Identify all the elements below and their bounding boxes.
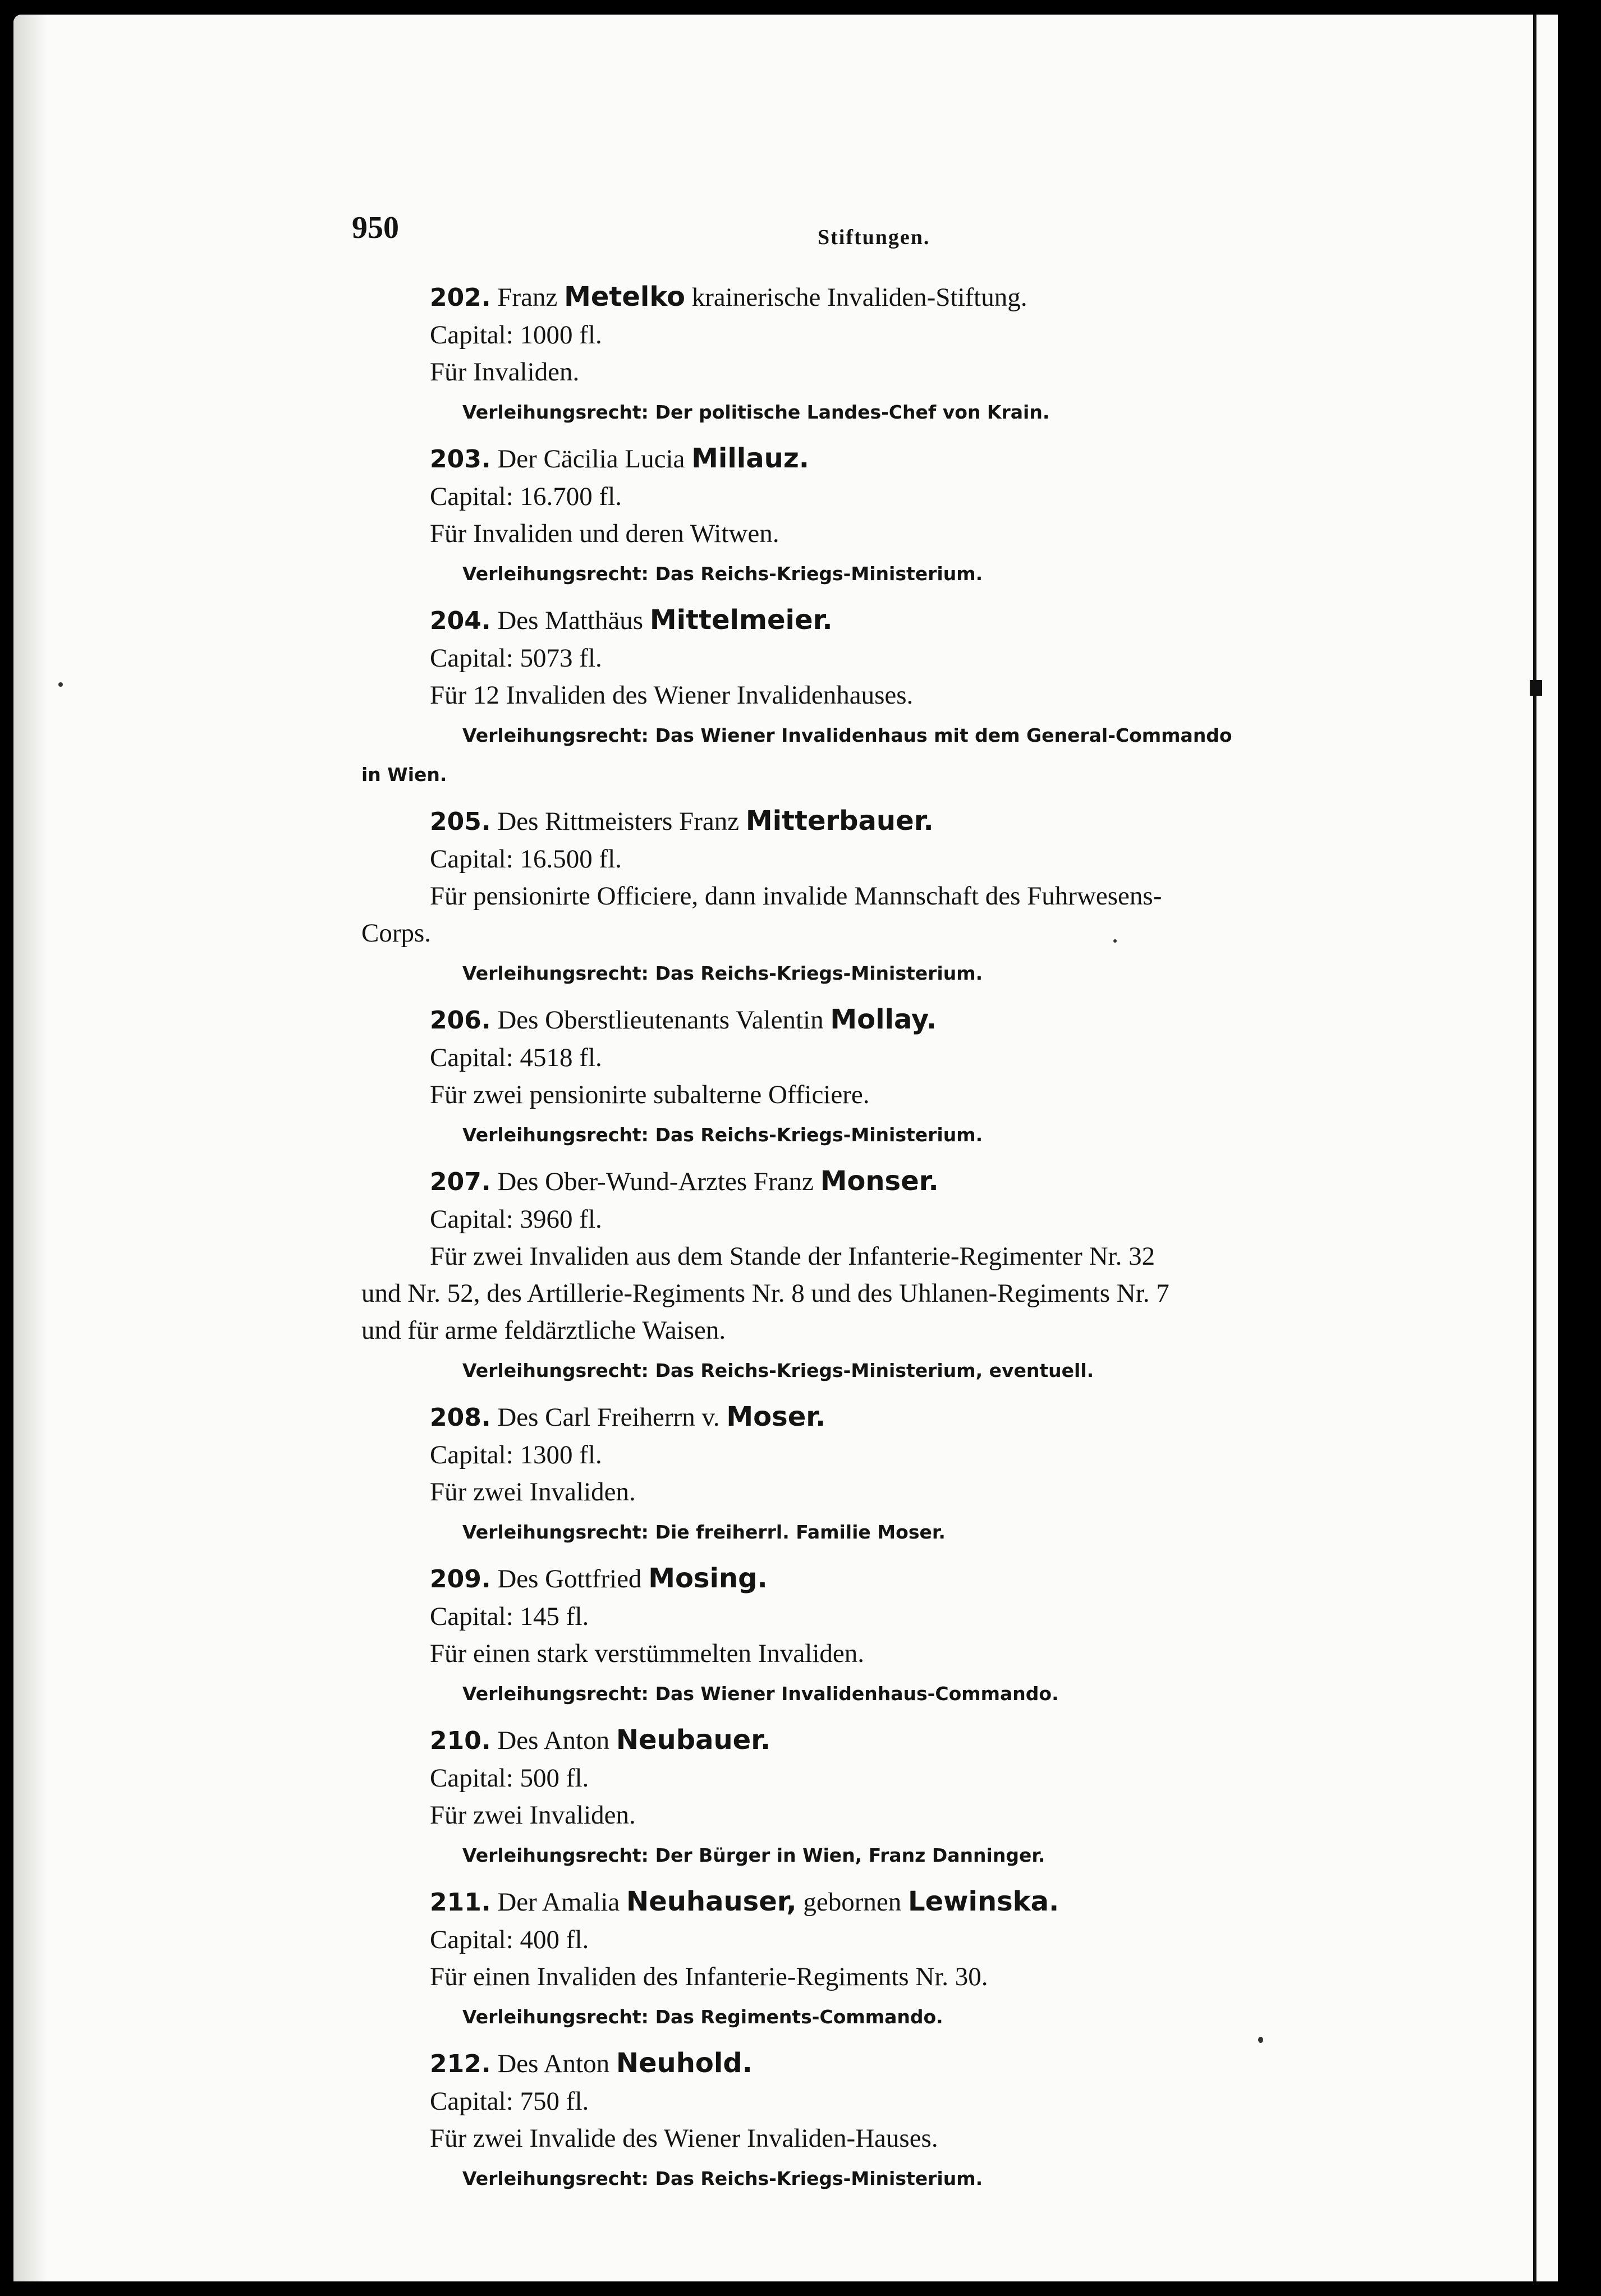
entry-title [361,601,1416,640]
entry-title [361,440,1416,478]
entry-purpose: Für Invaliden und deren Witwen. [430,519,779,548]
entry-number: 205. [430,807,491,836]
right-holder: Der politische Landes-Chef von Krain. [655,401,1050,423]
entry-purpose: Für 12 Invaliden des Wiener Invalidenhauses. [430,681,914,710]
right-label: Verleihungsrecht: [462,724,649,746]
entry-capital: Capital: 16.500 fl. [430,844,622,874]
entry-surname: Mittelmeier. [649,604,833,636]
entry-title [361,2045,1416,2083]
entry-title-text: gebornen [803,1888,902,1917]
entry-surname: Neubauer. [616,1724,771,1756]
entry-right [361,2158,1416,2197]
entry-right [361,1835,1416,1874]
entry [361,440,1416,593]
entry-title [361,1398,1416,1436]
entry-capital: Capital: 1300 fl. [430,1440,602,1470]
entry-right [361,392,1416,431]
entry-right [361,715,1416,754]
entry-capital: Capital: 4518 fl. [430,1043,602,1072]
print-speck [58,682,63,687]
entry-title [361,1163,1416,1201]
entry-number: 209. [430,1565,491,1594]
entry-number: 207. [430,1168,491,1196]
entry-right [361,1350,1416,1389]
entry-capital: Capital: 500 fl. [430,1764,589,1793]
right-holder: Das Reichs-Kriegs-Ministerium. [655,563,983,585]
entry-purpose-continued: Corps. [361,919,432,948]
entry-title-text: Des Matthäus [497,606,644,635]
entry-title [361,1721,1416,1760]
entry-capital: Capital: 400 fl. [430,1925,589,1954]
right-holder: Die freiherrl. Familie Moser. [655,1521,946,1543]
entry-purpose: Für zwei pensionirte subalterne Officiere. [430,1080,870,1109]
entry-purpose: Für zwei Invalide des Wiener Invaliden-Hauses. [430,2124,938,2153]
entry-title-text: Des Gottfried [497,1564,642,1594]
entry-surname: Neuhauser, [626,1886,797,1917]
entry-right [361,553,1416,593]
entry-maiden-name: Lewinska. [908,1886,1059,1917]
entry-title-text: Des Oberstlieutenants Valentin [497,1005,824,1035]
entry-purpose: Für einen stark verstümmelten Invaliden. [430,1639,864,1668]
entry [361,1001,1416,1154]
right-label: Verleihungsrecht: [462,1124,649,1146]
entry-title-text: Des Rittmeisters Franz [497,807,740,836]
entry [361,1398,1416,1551]
right-label: Verleihungsrecht: [462,1844,649,1866]
running-title: Stiftungen. [818,226,930,249]
entry-number: 210. [430,1726,491,1755]
entry-right [361,1673,1416,1712]
entry-surname: Mitterbauer. [745,805,934,837]
entry [361,1883,1416,2036]
entry-surname: Monser. [820,1165,939,1197]
entry-number: 211. [430,1888,491,1917]
entry-number: 208. [430,1403,491,1432]
right-label: Verleihungsrecht: [462,2168,649,2189]
entry [361,1560,1416,1712]
entry [361,601,1416,793]
entry-right [361,1114,1416,1154]
entry [361,278,1416,431]
entry-surname: Mosing. [648,1563,768,1594]
right-label: Verleihungsrecht: [462,563,649,585]
entry-capital: Capital: 145 fl. [430,1602,589,1631]
entry-purpose: Für einen Invaliden des Infanterie-Regiments Nr. 30. [430,1962,988,1991]
entry-surname: Metelko [564,281,685,313]
entry-title-text: Franz [497,283,558,312]
right-holder: Das Wiener Invalidenhaus mit dem General-Commando [655,724,1232,746]
entry-title-text: Des Anton [497,1726,610,1755]
entry-title-text: Der Amalia [497,1888,620,1917]
entry [361,1721,1416,1874]
entry-number: 206. [430,1006,491,1035]
entry-title [361,278,1416,316]
right-label: Verleihungsrecht: [462,2006,649,2028]
entry-number: 203. [430,445,491,474]
entry-right [361,953,1416,992]
entry-purpose-continued: und für arme feldärztliche Waisen. [361,1316,726,1345]
entry-capital: Capital: 3960 fl. [430,1205,602,1234]
entry-right [361,1512,1416,1551]
entry [361,2045,1416,2197]
entry-number: 204. [430,607,491,635]
entry-purpose: Für Invaliden. [430,357,580,387]
right-label: Verleihungsrecht: [462,1683,649,1705]
entry-purpose: Für pensionirte Officiere, dann invalide Mannschaft des Fuhrwesens- [430,881,1162,911]
right-holder: Das Wiener Invalidenhaus-Commando. [655,1683,1059,1705]
entry-title-text: Des Carl Freiherrn v. [497,1403,720,1432]
right-holder: Das Reichs-Kriegs-Ministerium. [655,1124,983,1146]
entry-surname: Moser. [726,1401,826,1432]
entry-title-text: krainerische Invaliden-Stiftung. [691,283,1027,312]
entry-purpose: Für zwei Invaliden. [430,1801,636,1830]
right-holder: Das Reichs-Kriegs-Ministerium. [655,962,983,984]
entry-right-continued [361,754,1416,793]
entry-title-text: Des Anton [497,2049,610,2078]
right-holder: Der Bürger in Wien, Franz Danninger. [655,1844,1045,1866]
right-holder: Das Reichs-Kriegs-Ministerium. [655,2168,983,2189]
entry-title-text: Der Cäcilia Lucia [497,444,685,474]
entry-capital: Capital: 16.700 fl. [430,482,622,511]
entry-right [361,1996,1416,2036]
foundation-list [361,278,1416,2206]
right-label: Verleihungsrecht: [462,962,649,984]
entry-surname: Neuhold. [616,2047,753,2079]
entry [361,802,1416,992]
right-holder: Das Reichs-Kriegs-Ministerium, eventuell. [655,1360,1094,1381]
entry-surname: Millauz. [691,443,809,474]
entry-purpose-continued: und Nr. 52, des Artillerie-Regiments Nr. 8 und des Uhlanen-Regiments Nr. 7 [361,1279,1169,1308]
page-number: 950 [352,210,399,245]
entry-number: 212. [430,2050,491,2078]
entry-purpose: Für zwei Invaliden. [430,1477,636,1507]
page-edge-shadow [13,15,47,2281]
entry-purpose: Für zwei Invaliden aus dem Stande der Infanterie-Regimenter Nr. 32 [430,1242,1155,1271]
entry-title [361,1883,1416,1921]
entry-title [361,1001,1416,1039]
book-page [13,15,1558,2281]
entry-number: 202. [430,283,491,312]
right-edge-rule [1533,15,1536,2281]
margin-mark [1530,680,1542,696]
right-holder-continued: in Wien. [361,764,447,786]
entry-capital: Capital: 750 fl. [430,2087,589,2116]
entry-capital: Capital: 1000 fl. [430,320,602,350]
entry-surname: Mollay. [830,1004,937,1035]
right-label: Verleihungsrecht: [462,401,649,423]
entry-title-text: Des Ober-Wund-Arztes Franz [497,1167,814,1196]
right-holder: Das Regiments-Commando. [655,2006,943,2028]
entry [361,1163,1416,1389]
entry-title [361,1560,1416,1598]
entry-title [361,802,1416,841]
entry-capital: Capital: 5073 fl. [430,644,602,673]
right-label: Verleihungsrecht: [462,1360,649,1381]
right-label: Verleihungsrecht: [462,1521,649,1543]
